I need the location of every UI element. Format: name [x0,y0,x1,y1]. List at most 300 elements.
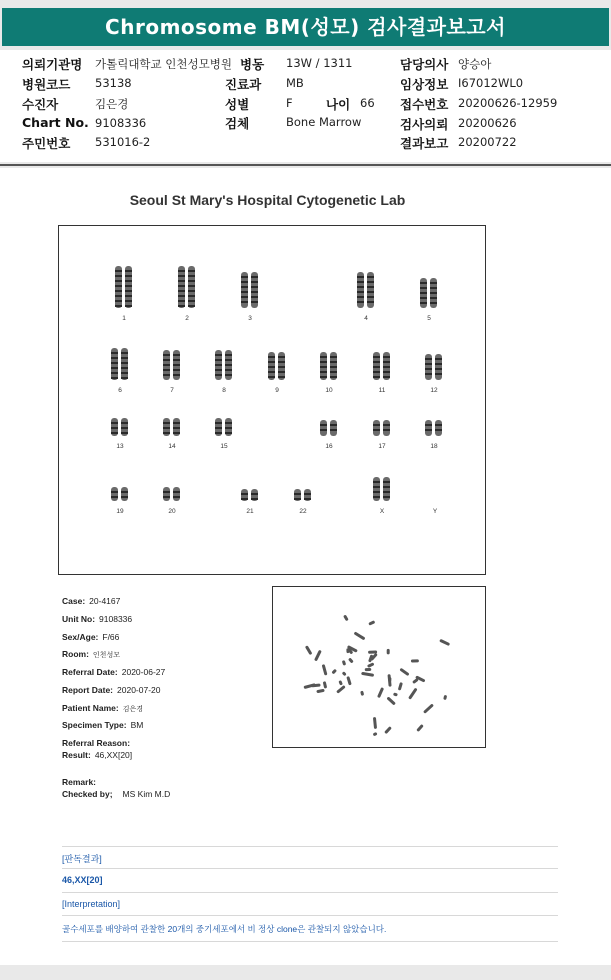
metaphase-chromosome [342,660,346,666]
chromosome [320,420,327,436]
metaphase-chromosome [398,682,403,691]
chromosome-pair-9 [268,352,285,380]
chromosome-band [357,286,364,288]
chromosome-band [163,369,170,371]
metaphase-chromosome [384,726,392,734]
chromosome-pair-11 [373,352,390,380]
meta-remark: Remark: [62,777,97,787]
chromosome-pair-5 [420,278,437,308]
chromosome-band [188,290,195,292]
chromosome-label: 9 [275,387,279,394]
bottom-margin [0,965,611,980]
metaphase-chromosome [365,668,372,671]
chromosome-band [121,357,128,359]
chromosome-pair-X [373,477,390,501]
chromosome-band [435,429,442,431]
chromosome-band [367,286,374,288]
metaphase-chromosome [360,691,364,696]
chromosome-band [173,359,180,361]
chromosome-band [251,296,258,298]
label-request-date: 검사의뢰 [400,117,449,132]
chromosome-band [268,356,275,358]
chromosome-label: 1 [122,315,126,322]
chromosome-band [383,481,390,483]
chromosome-band [320,429,327,431]
metaphase-chromosome [373,717,377,729]
chromosome-label: 15 [220,443,228,450]
chromosome-label: 17 [378,443,386,450]
chromosome-band [278,366,285,368]
value-department: MB [286,76,304,90]
metaphase-chromosome [361,672,374,677]
chromosome-band [251,281,258,283]
chromosome-band [163,496,170,498]
meta-referral-reason: Referral Reason: [62,738,131,748]
label-chart-no: Chart No. [22,115,89,130]
chromosome-band [241,493,248,495]
chromosome [163,487,170,501]
metaphase-chromosome [323,681,327,689]
chromosome-band [320,424,327,426]
chromosome-label: 18 [430,443,438,450]
chromosome-pair-2 [178,266,195,308]
label-department: 진료과 [225,77,262,92]
chromosome-band [115,300,122,302]
chromosome-band [178,280,185,282]
chromosome-band [435,424,442,426]
chromosome-band [215,369,222,371]
chromosome-band [163,359,170,361]
metaphase-chromosome [316,689,324,693]
chromosome-band [178,270,185,272]
chromosome-band [121,427,128,429]
chromosome-label: 21 [246,508,254,515]
chromosome-band [367,276,374,278]
chromosome-band [367,291,374,293]
chromosome-band [225,369,232,371]
chromosome-label: 13 [116,443,124,450]
chromosome-label: 2 [185,315,189,322]
chromosome-pair-19 [111,487,128,501]
chromosome-pair-15 [215,418,232,436]
chromosome-band [357,296,364,298]
chromosome-band [125,300,132,302]
chromosome-pair-6 [111,348,128,380]
value-sex: F [286,96,293,110]
chromosome-band [330,371,337,373]
chromosome-band [373,361,380,363]
chromosome-band [225,354,232,356]
chromosome [111,487,118,501]
chromosome-band [163,422,170,424]
chromosome-band [111,427,118,429]
chromosome-band [373,371,380,373]
chromosome-band [357,291,364,293]
chromosome [121,487,128,501]
value-request-date: 20200626 [458,116,517,130]
chromosome-band [115,290,122,292]
chromosome-band [121,377,128,379]
chromosome-band [373,496,380,498]
value-hospital-code: 53138 [95,76,132,90]
chromosome [383,420,390,436]
chromosome-band [373,424,380,426]
metaphase-chromosome [386,696,396,705]
chromosome-band [330,366,337,368]
chromosome-band [430,297,437,299]
chromosome-band [420,297,427,299]
chromosome-band [121,367,128,369]
chromosome-band [173,369,180,371]
chromosome-band [435,358,442,360]
metaphase-chromosome [423,703,434,713]
chromosome-band [330,376,337,378]
meta-room: Room: 인천성모 [62,649,120,659]
chromosome-band [383,356,390,358]
result-divider [62,915,558,916]
chromosome-band [115,275,122,277]
chromosome-band [304,498,311,500]
meta-report-date: Report Date: 2020-07-20 [62,685,161,695]
chromosome-band [357,276,364,278]
chromosome-band [241,498,248,500]
chromosome [173,487,180,501]
chromosome-band [320,361,327,363]
chromosome-band [420,282,427,284]
chromosome-band [111,496,118,498]
chromosome-band [173,364,180,366]
chromosome-pair-8 [215,350,232,380]
chromosome-band [435,368,442,370]
chromosome-label: 20 [168,508,176,515]
chromosome-band [115,280,122,282]
chromosome-band [420,302,427,304]
chromosome-label: 22 [299,508,307,515]
meta-referral-date: Referral Date: 2020-06-27 [62,667,166,677]
metaphase-chromosome [387,649,390,654]
chromosome-band [373,376,380,378]
chromosome-band [215,427,222,429]
chromosome-band [125,270,132,272]
chromosome-label: 19 [116,508,124,515]
chromosome-band [173,422,180,424]
chromosome-label: X [379,508,385,515]
label-report-date: 결과보고 [400,136,449,151]
karyotype-chromosomes [59,226,485,574]
chromosome-band [278,371,285,373]
chromosome-band [225,422,232,424]
chromosome-band [188,285,195,287]
chromosome-band [178,275,185,277]
header-divider [0,164,611,166]
label-patient: 수진자 [22,97,59,112]
chromosome-band [383,496,390,498]
chromosome-band [241,301,248,303]
value-clinical-info: I67012WL0 [458,76,524,90]
result-divider [62,892,558,893]
interpretation-text: 골수세포를 배양하여 관찰한 20개의 중기세포에서 비 정상 clone은 관찰되지 않았습니다. [62,924,387,934]
interpretation-header: [Interpretation] [62,899,121,909]
result-divider [62,868,558,869]
metaphase-chromosome [408,688,418,700]
chromosome [373,420,380,436]
chromosome-pair-14 [163,418,180,436]
chromosome-pair-16 [320,420,337,436]
metaphase-chromosome [346,648,349,653]
chromosome-pair-4 [357,272,374,308]
metaphase-chromosome [368,620,375,625]
metaphase-chromosome [342,671,347,676]
chromosome-band [294,493,301,495]
chromosome-band [383,376,390,378]
chromosome-band [241,296,248,298]
metaphase-chromosome [336,685,346,694]
chromosome-band [373,366,380,368]
chromosome-band [241,281,248,283]
chromosome-band [320,371,327,373]
value-ward: 13W / 1311 [286,56,353,70]
metaphase-chromosomes [273,587,485,747]
chromosome-band [425,429,432,431]
chromosome-band [178,305,185,307]
chromosome-band [430,282,437,284]
chromosome-pair-17 [373,420,390,436]
chromosome-band [357,301,364,303]
chromosome-band [115,270,122,272]
chromosome-band [373,486,380,488]
chromosome-pair-13 [111,418,128,436]
chromosome-band [111,422,118,424]
chromosome-band [268,376,275,378]
chromosome-band [225,359,232,361]
chromosome-band [373,491,380,493]
label-clinical-info: 임상정보 [400,77,449,92]
metaphase-chromosome [343,615,349,622]
chromosome-band [188,280,195,282]
metaphase-chromosome [314,650,322,662]
chromosome-pair-12 [425,354,442,380]
chromosome-label: Y [432,508,438,515]
lab-title: Seoul St Mary's Hospital Cytogenetic Lab [129,192,406,208]
metaphase-chromosome [368,650,377,653]
chromosome-band [425,373,432,375]
value-patient: 김은경 [95,97,129,111]
chromosome-band [251,291,258,293]
meta-patient-name: Patient Name: 김은경 [62,703,143,713]
chromosome [435,420,442,436]
chromosome-band [278,356,285,358]
chromosome-band [121,496,128,498]
chromosome-band [383,361,390,363]
chromosome-band [163,364,170,366]
chromosome-label: 3 [248,315,252,322]
chromosome-band [163,432,170,434]
chromosome-band [173,491,180,493]
report-page [0,168,611,965]
label-age: 나이 [326,97,351,112]
patient-info-panel [0,50,611,162]
chromosome-band [330,429,337,431]
chromosome-band [373,429,380,431]
chromosome-band [430,292,437,294]
chromosome-band [251,276,258,278]
chromosome-band [251,286,258,288]
chromosome-band [188,295,195,297]
chromosome-label: 12 [430,387,438,394]
metaphase-chromosome [443,695,447,700]
chromosome-band [435,363,442,365]
chromosome-label: 5 [427,315,431,322]
meta-checked-by: Checked by; MS Kim M.D [62,789,171,799]
chromosome-band [278,376,285,378]
value-age: 66 [360,96,375,110]
metaphase-chromosome [377,687,384,698]
chromosome-band [125,290,132,292]
chromosome-band [320,356,327,358]
chromosome-label: 10 [325,387,333,394]
label-physician: 담당의사 [400,57,449,72]
chromosome-band [383,429,390,431]
chromosome-band [125,295,132,297]
chromosome-band [241,276,248,278]
chromosome-band [178,290,185,292]
chromosome-band [111,491,118,493]
chromosome-band [121,491,128,493]
chromosome-label: 6 [118,387,122,394]
chromosome-pair-21 [241,489,258,501]
chromosome-band [215,364,222,366]
chromosome-band [430,302,437,304]
chromosome-band [215,374,222,376]
chromosome-band [373,356,380,358]
meta-sexage: Sex/Age: F/66 [62,632,120,642]
chromosome-band [241,286,248,288]
chromosome-band [173,374,180,376]
chromosome-band [435,373,442,375]
chromosome-band [357,281,364,283]
label-specimen: 검체 [225,116,250,131]
label-sex: 성별 [225,97,250,112]
value-accession-no: 20200626-12959 [458,96,558,110]
chromosome [425,354,432,380]
chromosome-band [268,361,275,363]
metaphase-chromosome [303,683,315,689]
label-accession-no: 접수번호 [400,97,449,112]
chromosome-band [225,364,232,366]
chromosome-label: 8 [222,387,226,394]
chromosome-label: 11 [378,387,386,394]
chromosome-band [115,295,122,297]
chromosome-band [383,371,390,373]
metaphase-chromosome [411,659,419,662]
chromosome-band [111,377,118,379]
chromosome-band [330,424,337,426]
chromosome-band [163,427,170,429]
chromosome-band [268,371,275,373]
chromosome-band [121,432,128,434]
metaphase-chromosome [439,639,450,646]
metaphase-chromosome [393,692,398,696]
judgement-header: [판독결과] [62,854,102,864]
metaphase-chromosome [373,732,378,736]
value-report-date: 20200722 [458,135,517,149]
chromosome-band [367,281,374,283]
chromosome-band [121,372,128,374]
chromosome-band [215,422,222,424]
chromosome-label: 14 [168,443,176,450]
metaphase-chromosome [388,677,391,682]
chromosome-band [420,287,427,289]
karyotype-image [58,225,486,575]
label-ward: 병동 [240,57,265,72]
chromosome-band [383,486,390,488]
chromosome-band [225,432,232,434]
chromosome-band [225,427,232,429]
result-divider [62,846,558,847]
chromosome-pair-18 [425,420,442,436]
meta-case: Case: 20-4167 [62,596,121,606]
chromosome-band [425,363,432,365]
report-title: Chromosome BM(성모) 검사결과보고서 [2,8,609,46]
judgement-value: 46,XX[20] [62,875,103,885]
chromosome-band [294,498,301,500]
chromosome-band [425,424,432,426]
chromosome [425,420,432,436]
chromosome-band [178,295,185,297]
chromosome-label: 16 [325,443,333,450]
metaphase-chromosome [367,662,375,668]
metaphase-chromosome [399,668,409,676]
metaphase-chromosome [338,680,343,685]
chromosome-band [163,374,170,376]
chromosome-label: 4 [364,315,368,322]
label-requesting-institution: 의뢰기관명 [22,57,83,72]
chromosome-pair-7 [163,350,180,380]
chromosome-band [111,372,118,374]
meta-unit: Unit No: 9108336 [62,614,133,624]
chromosome-band [115,305,122,307]
chromosome-band [178,285,185,287]
metaphase-chromosome [348,657,354,663]
chromosome-band [173,427,180,429]
metaphase-chromosome [322,664,328,675]
chromosome-band [215,359,222,361]
chromosome-band [188,305,195,307]
chromosome-band [225,374,232,376]
chromosome-band [188,275,195,277]
chromosome-band [268,366,275,368]
chromosome-band [115,285,122,287]
chromosome-pair-22 [294,489,311,501]
value-physician: 양승아 [458,57,492,71]
chromosome-band [320,366,327,368]
chromosome-band [430,287,437,289]
chromosome-band [125,275,132,277]
chromosome-band [320,376,327,378]
chromosome-band [178,300,185,302]
chromosome-band [121,362,128,364]
chromosome-band [251,301,258,303]
chromosome-band [367,296,374,298]
chromosome-label: 7 [170,387,174,394]
chromosome-band [163,354,170,356]
chromosome-band [251,498,258,500]
chromosome-band [304,493,311,495]
chromosome-band [173,432,180,434]
chromosome-band [121,352,128,354]
chromosome-band [425,368,432,370]
value-specimen: Bone Marrow [286,115,362,129]
